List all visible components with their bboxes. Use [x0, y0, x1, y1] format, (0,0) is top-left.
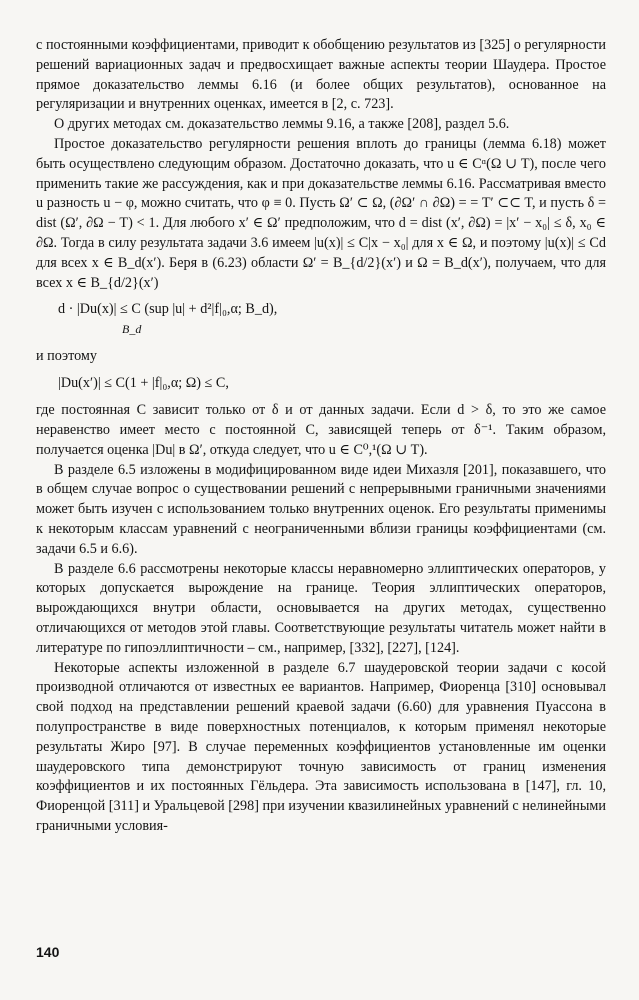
paragraph-boundary-regularity: Простое доказательство регулярности решения вплоть до границы (лемма 6.18) может быть осуществлено следующим образом. Достаточно доказать, что u ∈ Cᵅ(Ω ∪ T), после чего применить такие же рассуждения, как и при доказательстве леммы 6.16. Рассматривая вместо u разность u − φ, можно считать, что φ ≡ 0. Пусть Ω′ ⊂ Ω, (∂Ω′ ∩ ∂Ω) = = T′ ⊂⊂ T, и пусть δ = dist (Ω′, ∂Ω − T) < 1. Для любого x′ ∈ Ω′ предположим, что d = dist (x′, ∂Ω) = |x′ − x₀| ≤ δ, x₀ ∈ ∂Ω. Тогда в силу результата задачи 3.6 имеем |u(x)| ≤ C|x − x₀| для x ∈ Ω, и поэтому |u(x)| ≤ Cd для всех x ∈ B_d(x′). Беря в (6.23) области Ω′ = B_{d/2}(x′) и Ω = B_d(x′), получаем, что для всех x ∈ B_{d/2}(x′) [36, 135, 606, 291]
page-text [36, 36, 606, 837]
paragraph-continuation: с постоянными коэффициентами, приводит к обобщению результатов из [325] о регулярности решений вариационных задач и предвосхищает важные аспекты теории Шаудера. Простое прямое доказательство леммы 6.16 (и более общих результатов), основанное на регуляризации и внутренних оценках, имеется в [2, с. 723]. [36, 37, 606, 113]
paragraph-other-methods: О других методах см. доказательство леммы 9.16, а также [208], раздел 5.6. [54, 116, 510, 133]
formula-1-text: d · |Du(x)| ≤ C (sup |u| + d²|f|₀,α; B_d), [58, 301, 278, 318]
paragraph-section-6-6: В разделе 6.6 рассмотрены некоторые классы неравномерно эллиптических операторов, у которых допускается вырождение на границе. Теория эллиптических операторов, вырождающихся внутри области, основывается на других методах, существенно отличающихся от методов этой главы. Соответствующие результаты читатель может найти в литературе по гипоэллиптичности – см., например, [332], [227], [124]. [36, 560, 606, 656]
paragraph-section-6-7: Некоторые аспекты изложенной в разделе 6.7 шаудеровской теории задачи с косой производной отличаются от известных ее вариантов. Например, Фиоренца [310] основывал свой подход на представлении решений краевой задачи (6.60) для уравнения Пуассона в полупространстве в виде поверхностных потенциалов, к которым применял некоторые результаты Жиро [97]. В случае переменных коэффициентов установленные им оценки шаудеровского типа демонстрируют точную зависимость от границ изменения коэффициентов и их постоянных Гёльдера. Эта зависимость использована в [147], гл. 10, Фиоренцой [311] и Уральцевой [298] при изучении квазилинейных уравнений с нелинейными граничными условия- [36, 659, 606, 834]
formula-1-subscript: B_d [122, 322, 142, 337]
paragraph-section-6-5: В разделе 6.5 изложены в модифицированном виде идеи Михазля [201], показавшего, что в общем случае вопрос о существовании решений с непрерывными граничными значениями может быть изучен с использованием только внутренних оценок. Его результаты применимы к некоторым классам уравнений с неограниченными вблизи границы коэффициентами (см. задачи 6.5 и 6.6). [36, 461, 606, 557]
page-number: 140 [36, 944, 60, 960]
paragraph-therefore: и поэтому [36, 348, 97, 365]
formula-gradient-estimate [58, 299, 606, 339]
paragraph-constant-c: где постоянная C зависит только от δ и от данных задачи. Если d > δ, то это же самое неравенство имеет место с постоянной C, зависящей теперь от δ⁻¹. Таким образом, получается оценка |Du| в Ω′, откуда следует, что u ∈ C⁰,¹(Ω ∪ T). [36, 402, 606, 458]
formula-2-text: |Du(x′)| ≤ C(1 + |f|₀,α; Ω) ≤ C, [58, 375, 229, 392]
formula-du-bound [58, 373, 606, 393]
